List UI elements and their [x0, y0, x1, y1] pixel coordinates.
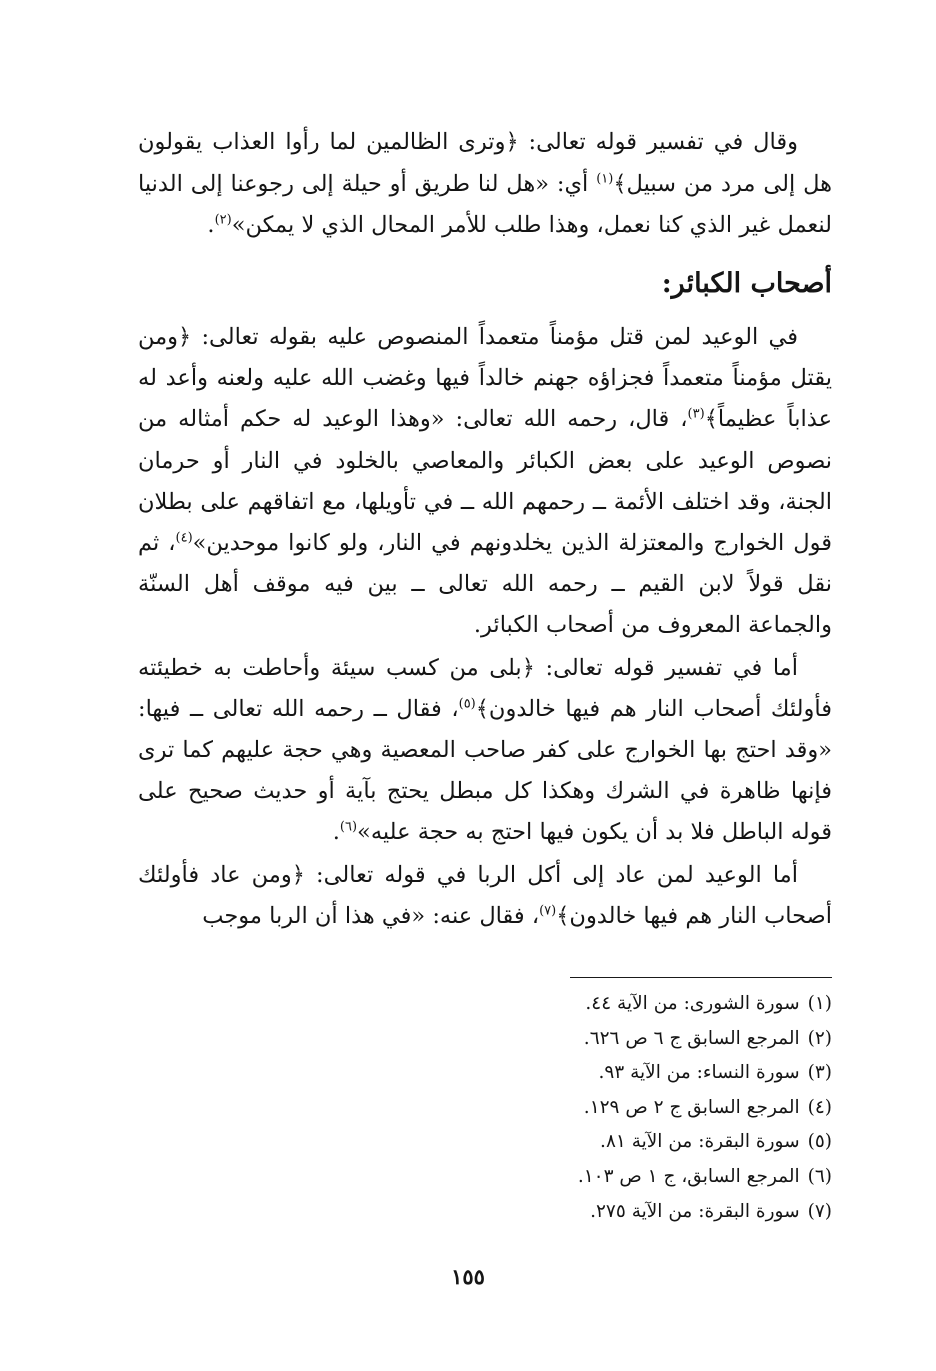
footnote-ref-5: (٥)	[458, 696, 476, 712]
footnote-divider	[570, 977, 832, 978]
paragraph-murder-warning	[138, 317, 832, 647]
paragraph-tail-text: ، ثم نقل قولاً لابن القيم ــ رحمه الله تعالى ــ بين فيه موقف أهل السنّة والجماعة المعروف من أصحاب الكبائر.	[138, 530, 832, 639]
footnote-text: سورة البقرة: من الآية ٢٧٥.	[590, 1200, 800, 1222]
footnote-number: (٧)	[807, 1200, 832, 1222]
footnote-ref-3: (٣)	[687, 406, 705, 422]
footnote-text: المرجع السابق ج ٦ ص ٦٢٦.	[583, 1027, 800, 1049]
paragraph-tail-text: .	[332, 819, 340, 846]
footnote-item	[432, 1160, 832, 1195]
paragraph-lead-text: في الوعيد لمن قتل مؤمناً متعمداً المنصوص عليه بقوله تعالى: ﴿ومن يقتل مؤمناً متعمداً فجزاؤه جهنم خالداً فيها وغضب الله عليه ولعنه وأعد له عذاباً عظيماً﴾	[138, 324, 832, 433]
footnote-ref-1: (١)	[596, 171, 614, 186]
footnote-item	[432, 1125, 832, 1160]
footnote-ref-7: (٧)	[539, 903, 557, 919]
footnote-item	[432, 1091, 832, 1126]
footnote-item	[432, 987, 832, 1022]
footnote-number: (٣)	[807, 1062, 832, 1084]
footnote-item	[432, 1022, 832, 1057]
footnote-text: سورة النساء: من الآية ٩٣.	[598, 1062, 800, 1084]
footnote-ref-2: (٢)	[214, 212, 232, 228]
footnote-item	[432, 1056, 832, 1091]
footnote-text: المرجع السابق، ج ١ ص ١٠٣.	[577, 1165, 800, 1187]
paragraph-quote-text: ، قال، رحمه الله تعالى: «وهذا الوعيد له حكم أمثاله من نصوص الوعيد على بعض الكبائر والمعاصي بالخلود في النار أو حرمان الجنة، وقد اختلف الأئمة ــ رحمهم الله ــ في تأويلها، مع اتفاقهم على بطلان قول الخوارج والمعتزلة الذين يخلدونهم في النار، ولو كانوا موحدين»	[138, 406, 832, 557]
footnote-number: (١)	[807, 993, 832, 1014]
footnote-number: (٤)	[807, 1096, 832, 1118]
footnote-ref-6: (٦)	[339, 819, 358, 835]
footnote-item	[432, 1195, 832, 1230]
paragraph-tail-text: .	[207, 212, 215, 238]
paragraph-lead-text: وقال في تفسير قوله تعالى: ﴿وترى الظالمين لما رأوا العذاب يقولون هل إلى مرد من سبيل﴾	[138, 129, 832, 197]
paragraph-tail-text: ، فقال عنه: «في هذا أن الربا موجب	[202, 902, 540, 929]
footnote-text: سورة الشورى: من الآية ٤٤.	[585, 993, 800, 1014]
footnote-ref-4: (٤)	[175, 530, 193, 546]
section-heading: أصحاب الكبائر:	[661, 268, 832, 299]
paragraph-quote-text: أي: «هل لنا طريق أو حيلة إلى رجوعنا إلى الدنيا لنعمل غير الذي كنا نعمل، وهذا طلب للأمر المحال الذي لا يمكن»	[138, 170, 832, 238]
footnote-number: (٥)	[807, 1131, 832, 1153]
footnote-number: (٦)	[807, 1165, 832, 1187]
paragraph-quote-text: ، فقال ــ رحمه الله تعالى ــ فيها: «وقد احتج بها الخوارج على كفر صاحب المعصية وهي حجة عليهم كما ترى فإنها ظاهرة في الشرك وهكذا كل مبطل يحتج بآية أو حديث صحيح على قوله الباطل فلا بد أن يكون فيها احتج به حجة عليه»	[138, 695, 832, 846]
paragraph-riba-warning	[138, 855, 832, 937]
paragraph-tafsir-al-baqara-81	[138, 648, 832, 854]
footnote-text: المرجع السابق ج ٢ ص ١٢٩.	[583, 1096, 800, 1118]
page-number: ١٥٥	[451, 1264, 485, 1289]
paragraph-lead-text: أما في تفسير قوله تعالى: ﴿بلى من كسب سيئة وأحاطت به خطيئته فأولئك أصحاب النار هم فيها خالدون﴾	[138, 654, 833, 722]
paragraph-tafsir-ash-shura	[138, 122, 832, 247]
footnotes-list	[432, 987, 832, 1229]
footnote-number: (٢)	[807, 1027, 832, 1049]
section-text-block	[138, 317, 832, 937]
opening-text-block	[138, 122, 832, 247]
paragraph-lead-text: أما الوعيد لمن عاد إلى أكل الربا في قوله تعالى: ﴿ومن عاد فأولئك أصحاب النار هم فيها خالدون﴾	[138, 861, 832, 929]
footnote-text: سورة البقرة: من الآية ٨١.	[600, 1131, 800, 1153]
